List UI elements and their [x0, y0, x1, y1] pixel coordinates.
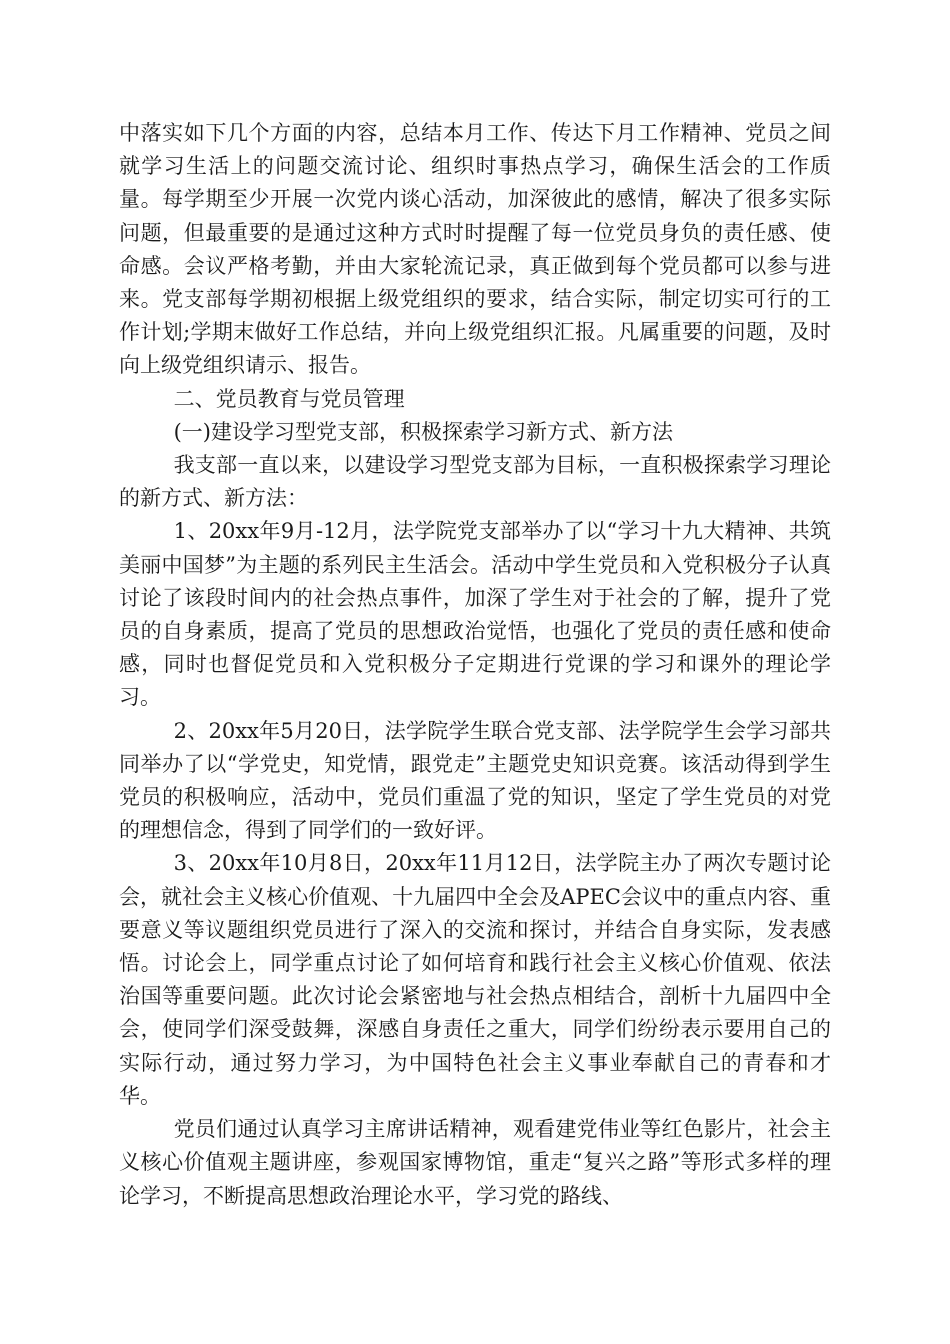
subsection-heading: (一)建设学习型党支部，积极探索学习新方式、新方法: [173, 419, 673, 444]
list-item-3: 3、20xx年10月8日，20xx年11月12日，法学院主办了两次专题讨论会，就社会主义核心价值观、十九届四中全会及APEC会议中的重点内容、重要意义等议题组织党员进行了深入的交流和探讨，并结合自身实际，发表感悟。讨论会上，同学重点讨论了如何培育和践行社会主义核心价值观、依法治国等重要问题。此次讨论会紧密地与社会热点相结合，剖析十九届四中全会，使同学们深受鼓舞，深感自身责任之重大，同学们纷纷表示要用自己的实际行动，通过努力学习，为中国特色社会主义事业奉献自己的青春和才华。: [119, 851, 831, 1108]
document-body: [119, 117, 831, 1213]
paragraph: 党员们通过认真学习主席讲话精神，观看建党伟业等红色影片，社会主义核心价值观主题讲座，参观国家博物馆，重走“复兴之路”等形式多样的理论学习，不断提高思想政治理论水平，学习党的路线、: [119, 1117, 831, 1208]
list-item-1: 1、20xx年9月-12月，法学院党支部举办了以“学习十九大精神、共筑美丽中国梦”为主题的系列民主生活会。活动中学生党员和入党积极分子认真讨论了该段时间内的社会热点事件，加深了学生对于社会的了解，提升了党员的自身素质，提高了党员的思想政治觉悟，也强化了党员的责任感和使命感，同时也督促党员和入党积极分子定期进行党课的学习和课外的理论学习。: [119, 519, 831, 710]
paragraph-continued: 中落实如下几个方面的内容，总结本月工作、传达下月工作精神、党员之间就学习生活上的问题交流讨论、组织时事热点学习，确保生活会的工作质量。每学期至少开展一次党内谈心活动，加深彼此的感情，解决了很多实际问题，但最重要的是通过这种方式时时提醒了每一位党员身负的责任感、使命感。会议严格考勤，并由大家轮流记录，真正做到每个党员都可以参与进来。党支部每学期初根据上级党组织的要求，结合实际，制定切实可行的工作计划;学期末做好工作总结，并向上级党组织汇报。凡属重要的问题，及时向上级党组织请示、报告。: [119, 121, 831, 378]
list-item-2: 2、20xx年5月20日，法学院学生联合党支部、法学院学生会学习部共同举办了以“学党史，知党情，跟党走”主题党史知识竞赛。该活动得到学生党员的积极响应，活动中，党员们重温了党的知识，坚定了学生党员的对党的理想信念，得到了同学们的一致好评。: [119, 718, 831, 843]
paragraph: 我支部一直以来，以建设学习型党支部为目标，一直积极探索学习理论的新方式、新方法：: [119, 453, 831, 511]
section-heading: 二、党员教育与党员管理: [173, 386, 405, 411]
